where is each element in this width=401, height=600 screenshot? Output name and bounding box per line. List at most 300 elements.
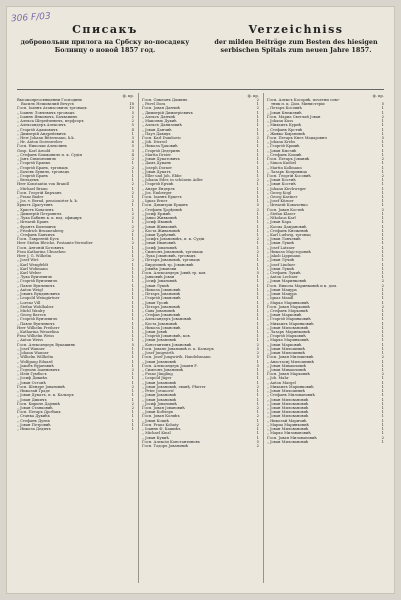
donor-name: Госп. Александеръ Вукашинъ (17, 342, 76, 347)
donor-name: „ Георгій Бранкъ (17, 161, 51, 166)
donation-amount: 1 (381, 203, 384, 208)
donation-amount: 1 (131, 418, 134, 423)
donor-name: „ Јован Данчић (142, 127, 172, 132)
donor-name: Госп. Георгій Бирчанъ (17, 190, 62, 195)
donor-name: „ Herr Johann Bittermann, k.k. (17, 135, 75, 140)
donor-name: „ Никола Јовановић (142, 325, 181, 330)
donor-name: „ Димитрій Димитріевичъ (142, 110, 193, 115)
donation-amount: 1 (256, 338, 259, 343)
donation-amount: 2 (131, 241, 134, 246)
donor-name: „ Georg Kogl (267, 190, 292, 195)
donor-name: „ Алекса Шерейчевичъ, перфсоръ (17, 119, 84, 124)
donation-amount: 1 (131, 186, 134, 191)
donation-amount: 1 (381, 119, 384, 124)
donation-amount: 1 (131, 338, 134, 343)
donor-name: Госп. Јован Јовановић (142, 405, 185, 410)
donor-name: Госп. Алексъ Косорић, почетни сове- (267, 98, 340, 102)
donation-amount: 1 (381, 123, 384, 128)
donor-name: „ Јован Дукатъ, п. к. Кальеръ (17, 393, 74, 398)
donation-amount: 2 (381, 283, 384, 288)
donor-name: „ Јован Лукић (142, 283, 170, 288)
donation-amount: 1 (381, 233, 384, 237)
donor-name: „ Јакобъ Вујановић (17, 363, 54, 368)
title-german-heading: Verzeichniss (248, 23, 344, 36)
donor-name: Госп. Franz Kohaty (142, 422, 179, 427)
donor-name: „ Георгій Јовановић (142, 296, 181, 301)
donation-amount: 1 (256, 182, 259, 187)
donor-name: „ Franz Bader (17, 195, 44, 200)
donor-name: „ Георгій Адамовичъ (17, 127, 58, 132)
donation-amount: 1 (131, 245, 134, 250)
header-rule (17, 89, 384, 90)
donor-name: „ Георгій Јовановић, ков. (142, 334, 191, 339)
donor-name: „ Joh. Diersel (142, 140, 167, 145)
donor-name: „ Марко Миловановић (267, 431, 311, 436)
donor-name: „ Josef Latzner (267, 245, 295, 250)
donor-name: „ Стефанъ Крстић (267, 127, 303, 132)
donation-amount: 1 (256, 397, 259, 402)
donor-name: „ Lorenz Vill (17, 300, 41, 305)
donor-name: Frau Katharina Ubusehen (17, 249, 66, 254)
donor-name: „ Анастасиј Милошевић (267, 359, 314, 364)
donation-amount: 1 (256, 199, 259, 204)
donation-amount: 2 (256, 106, 259, 111)
donor-name: „ Јован Кукић (142, 435, 169, 440)
donor-name: „ Петаръ Јовановић (142, 292, 181, 297)
donation-amount: 1 (131, 334, 134, 339)
donor-name: Госп. Мариа Светлай Јован (267, 114, 321, 119)
donation-amount: 1 (256, 245, 259, 250)
donor-name: Госп. Іоаннъ Ерцегъ (142, 195, 182, 200)
title-serbian (15, 23, 195, 54)
donation-amount: 1 (256, 279, 259, 284)
donation-amount: 4 (131, 127, 134, 132)
donor-name: „ Јован Лукић (267, 241, 295, 246)
donor-name: „ Јован Трсић (142, 300, 169, 305)
donation-amount: 2 (381, 114, 384, 119)
donor-name: „ Живко Кмјановић (267, 131, 306, 136)
donation-amount: 1 (131, 389, 134, 394)
donation-amount: 1 (256, 220, 259, 225)
donor-name: „ Јосиф Дикићъ (17, 376, 48, 381)
donor-name: „ Јован Милошевић (267, 389, 306, 394)
donor-name: „ Алексъ Даниловић (142, 123, 182, 128)
donation-amount: 18 (129, 102, 134, 107)
donation-amount: 1 (256, 140, 259, 145)
donation-amount: 2 (131, 199, 134, 204)
donor-name: Госп. Александеръ Јовић тр. ков. (142, 270, 207, 275)
donation-amount: 1 (256, 211, 259, 216)
donor-name: Госп. Петаръ Кнез Маџарович (267, 135, 327, 140)
donor-name: Госп. Алексіи Константиновъ (142, 439, 200, 444)
donor-name: „ Јован Живковић (142, 224, 177, 229)
donor-name: „ Nikolaus Karl (267, 216, 296, 221)
donor-name: тник п. к. Дом. Министеріи (271, 102, 325, 107)
title-serbian-subtitle: добровольни прилога на Србску во-посадеку Болницу о новой 1857 год. (20, 38, 190, 55)
donor-name: „ Јанковић Јован (142, 275, 175, 280)
donation-amount: 1 (131, 317, 134, 322)
donation-amount: 1 (256, 368, 259, 372)
donor-name: Gosp. Karl Arnold (17, 148, 51, 153)
donor-name: „ Јован Миловановић (267, 439, 309, 444)
donor-name: „ Јован Јовановић (142, 397, 177, 402)
donation-amount: 1 (381, 418, 384, 423)
donation-amount: 1 (131, 296, 134, 301)
donation-amount: 1 (381, 313, 384, 318)
donor-name: „ Георгій Бранъ, трговацъ (17, 165, 68, 170)
donation-amount: 1 (256, 144, 259, 149)
donor-name: „ Јован Петровић (17, 422, 51, 427)
donor-column-3 (263, 93, 384, 583)
donation-amount: 2 (131, 119, 134, 124)
donor-name: Госп. Никола Маринковић и к. дом. (267, 283, 338, 288)
donation-amount: 2 (131, 157, 134, 162)
donor-name: „ Михаилъ Курић (267, 123, 302, 128)
donor-name: „ Јован Кнежевић (267, 110, 302, 115)
donor-name: „ Јован Милошевић (267, 351, 306, 356)
donor-name: Herr Stefan Bleiche, Postamts-Verwalter (17, 241, 93, 246)
donor-name: „ Јован Мацура (267, 287, 297, 292)
donation-amount: 1 (256, 233, 259, 237)
donation-amount: 1 (256, 123, 259, 128)
donor-name: „ Игнатій Коваченко (267, 203, 308, 208)
donor-name: „ Јован Лукић (267, 266, 295, 271)
donor-name: „ Karl Ludwig, трговац (267, 233, 311, 237)
donation-amount: 1 (381, 258, 384, 263)
donation-amount: 2 (256, 237, 259, 242)
donation-amount: 2 (131, 190, 134, 195)
donor-name: „ Бачевъ Бувичъ, трговацъ (17, 169, 70, 174)
donation-amount: 1 (381, 245, 384, 250)
donor-name: Василъ Нешовачий Вечусъ (21, 102, 75, 107)
donor-name: „ Michl Waulry (17, 308, 45, 313)
donation-amount: 1 (256, 254, 259, 259)
donation-amount: 5 (131, 342, 134, 347)
donor-name: „ Лука Бабинъ к. к. вод. официръ (17, 216, 82, 221)
donation-amount: 1 (131, 410, 134, 415)
donation-amount: 2 (256, 249, 259, 254)
donor-name: „ Николай Маричић (267, 418, 307, 423)
donation-amount: 2 (131, 211, 134, 216)
donor-name: „ Јанко Живковић (142, 216, 178, 221)
donor-name: Herr J. G. Wilhelm (17, 254, 52, 259)
donation-amount: 1 (256, 393, 259, 398)
donation-amount: 1 (381, 376, 384, 381)
donor-name: „ Joseph Dorner (142, 165, 173, 170)
donation-amount: 1 (381, 169, 384, 174)
donor-name: „ Димитрій Петровичъ (17, 211, 62, 216)
donor-name: „ Јован Мацура (267, 292, 297, 297)
donor-entry (142, 444, 259, 448)
donor-name: „ Лука Јовановић, трговацъ (142, 254, 196, 259)
donation-amount: 1 (381, 389, 384, 394)
donation-amount: 1 (381, 317, 384, 322)
donation-amount: 1 (256, 380, 259, 385)
donation-amount: 1 (381, 410, 384, 415)
donor-name: „ Петаръ Јовановић (142, 304, 181, 309)
donor-name: „ Јован Миловановић (267, 325, 309, 330)
donation-amount: 1 (256, 283, 259, 288)
donor-name: „ Коста Живановић (142, 228, 181, 233)
donor-name: Госп. Кирилъ Дајевић (17, 401, 60, 406)
donor-name: „ Johann Kuss (267, 119, 294, 124)
donor-name: „ Стефанъ Ђорђевић (142, 207, 183, 212)
donation-amount: 2 (256, 98, 259, 102)
donation-amount: 1 (131, 233, 134, 237)
donation-amount: 1 (381, 262, 384, 267)
donation-amount: 1 (131, 169, 134, 174)
donor-name: „ Josef Wanner (17, 346, 45, 351)
donor-name: „ Anton Margel (267, 380, 296, 385)
donation-amount: 1 (381, 140, 384, 145)
donor-name: „ Стефанъ Миловановић (267, 393, 315, 398)
donation-amount: 2 (131, 384, 134, 389)
donation-amount: 1 (381, 131, 384, 136)
donor-name: „ Michael Braun (17, 186, 48, 191)
donation-amount: 1 (381, 161, 384, 166)
donation-amount: 1 (256, 102, 259, 107)
donor-name: „ Георгій Марковић (267, 334, 306, 339)
donation-amount: 1 (256, 334, 259, 339)
donation-amount: 1 (256, 241, 259, 246)
donation-amount: 1 (131, 380, 134, 385)
donor-name: Госп. Іоаннъ Атанасовичъ трговацъ (17, 106, 87, 111)
donor-name: Frau Wilhelm Weiss (17, 334, 55, 339)
donation-amount: 1 (256, 169, 259, 174)
donation-amount: 1 (256, 152, 259, 157)
donor-name: Высокопреосвященни Господинъ (17, 98, 83, 102)
donation-amount: 1 (381, 346, 384, 351)
donor-name: „ Петаръ Јовановић, трговацъ (142, 258, 201, 263)
donation-amount: 1 (131, 283, 134, 288)
donor-name: „ Ignaz Mandl (267, 296, 294, 301)
donor-name: „ Martin Kollmann (267, 165, 302, 170)
donation-amount: 1 (381, 401, 384, 406)
donation-amount: 2 (381, 304, 384, 309)
donation-amount: 1 (381, 427, 384, 432)
donor-name: Хрватъ Драгутинъ (17, 203, 53, 208)
donation-amount: 1 (131, 346, 134, 351)
donor-name: „ Лука Вуичевичъ (17, 275, 53, 280)
donor-name: „ Мариа Маринковић (267, 422, 309, 427)
donation-amount: 1 (381, 220, 384, 225)
donor-name: „ Josef Jungwirth (142, 351, 174, 356)
donor-name: Госп. Николаи Алексіинъ (17, 144, 68, 149)
donation-amount: 1 (256, 287, 259, 292)
archive-stamp: 306 F/03 (10, 11, 52, 25)
donor-name: „ Николай Граде (17, 389, 50, 394)
donation-amount: 1 (256, 157, 259, 162)
donation-amount: 1 (381, 199, 384, 204)
donor-name: „ Leopold Jüger (142, 376, 172, 381)
donor-name: „ Josef Kürner (267, 199, 294, 204)
donation-amount: 1 (131, 195, 134, 200)
donor-name: „ Katharina Wenzelina (17, 330, 59, 335)
donation-amount: 1 (256, 325, 259, 330)
donation-amount: 1 (256, 190, 259, 195)
donor-columns (17, 93, 384, 583)
donation-amount: 1 (256, 304, 259, 309)
donation-amount: 1 (381, 308, 384, 313)
donation-amount: 1 (131, 262, 134, 267)
donation-amount: 1 (381, 431, 384, 436)
donation-amount: 1 (381, 325, 384, 330)
donor-name: Госп. Симеонъ Даминъ (142, 98, 188, 102)
donation-amount: 1 (131, 376, 134, 381)
donor-name: „ Јанъ Симеоновичъ (17, 157, 57, 162)
donor-name: „ Георгій Дедеринъ (142, 148, 181, 153)
donor-name: „ Jakob Lippmann (267, 254, 301, 259)
donation-amount: 1 (131, 422, 134, 427)
donation-amount: 1 (256, 161, 259, 166)
donor-name: „ Константинъ Јовановић (142, 342, 192, 347)
donor-name: „ Илія Гумбосъ (17, 372, 47, 377)
donor-name: „ Іоаннъ Ф. Кашићъ (142, 427, 181, 432)
donor-name: Госп. Лаврентій Бусъ (17, 237, 60, 242)
donor-name: „ Никола Дедичъ (17, 427, 51, 432)
donor-name: „ Јованъ Вукдиновичъ (17, 292, 60, 297)
donor-name: „ Јован Маринковић (267, 279, 307, 284)
donation-amount: 1 (256, 313, 259, 318)
donation-amount: 1 (256, 165, 259, 170)
donation-amount: 1 (256, 266, 259, 271)
column-header: ф. кр. (122, 93, 134, 98)
donation-amount: 2 (131, 228, 134, 233)
donor-name: Госп. Јован Марковић (267, 304, 310, 309)
donor-name: Госп. Јован Миловановић (267, 435, 317, 440)
donor-name: „ Стефанъ Бавчичъ (17, 233, 55, 237)
donation-amount: 1 (256, 275, 259, 280)
donor-name: „ Georg Kastner (267, 195, 298, 200)
donor-name: „ Никола Јовановић (142, 287, 181, 292)
donation-amount: 1 (131, 427, 134, 432)
donor-name: „ Eller und Joh. Ebbe (142, 173, 182, 178)
donor-name: „ Anton Lechner (267, 275, 298, 280)
donation-amount: 1 (131, 131, 134, 136)
donor-name: Госп. Тодоръ Јовановић (142, 443, 189, 448)
donor-name: „ Христъ Ковачевъ (17, 207, 54, 212)
donor-name: „ Дамъ Дуканъ (142, 161, 172, 166)
donor-name: Госп. Josef Jungwirth, Handelsmann (142, 355, 211, 360)
donor-name: „ Сава Јовановић (142, 308, 176, 313)
donation-amount: 1 (256, 114, 259, 119)
donor-name: „ Александеръ Јовановић (142, 317, 192, 322)
donor-name: „ Іоаннъ Янковичъ, Бачванинъ (17, 114, 78, 119)
donor-name: „ Игнатій Бравъ (17, 220, 49, 225)
donor-name: Госп. Karl Dumbovic (142, 135, 182, 140)
donor-name: „ Стефанъ Марковић (267, 308, 308, 313)
donor-name: „ Лазаръ Маринковић (267, 330, 311, 335)
donor-name: „ Јован Миловановић (267, 410, 309, 415)
donor-name: „ Jos. v. Bernd, pensionirter k. k. (17, 199, 78, 204)
donor-name: „ Георгій Бранъ (17, 173, 49, 178)
donor-name: „ Јован Остоић (17, 380, 46, 385)
donor-name: „ Georg Ватесъ (17, 313, 47, 318)
donation-amount: 1 (381, 422, 384, 427)
donation-amount: 1 (131, 414, 134, 419)
donation-amount: 2 (256, 178, 259, 183)
donor-column-2 (138, 93, 259, 583)
donor-name: „ Вельдемъ (17, 178, 39, 183)
donor-name: „ Јован Костић (267, 178, 296, 183)
donor-name: „ Јован Ловчевић (267, 237, 301, 242)
donation-amount: 1 (256, 258, 259, 263)
donor-name: „ Јосиф Иванић (142, 220, 173, 225)
donation-amount: 2 (381, 207, 384, 212)
donor-name: „ Димитрій Андрейевичъ (17, 131, 67, 136)
donation-amount: 1 (256, 308, 259, 313)
donor-name: Госп. Димитріи Ерцанъ (142, 203, 188, 208)
donor-name: „ Георгій Кршић (267, 144, 300, 149)
donation-amount: 1 (131, 351, 134, 356)
donor-name: „ Јован Миловановић (267, 427, 309, 432)
donor-name: „ Стефанъ Кошић (267, 152, 302, 157)
donor-name: „ Јован Кмезић (267, 148, 297, 153)
document-sheet (6, 6, 395, 594)
donor-name: „ Андре Ендерлъ (142, 186, 175, 191)
donation-amount: 1 (381, 182, 384, 187)
donation-amount: 1 (256, 330, 259, 335)
donation-amount: 2 (256, 135, 259, 140)
donation-amount: 5 (256, 346, 259, 351)
donor-name: „ Петаръ Косовић (267, 106, 302, 111)
donation-amount: 2 (131, 165, 134, 170)
donor-name: „ Јосиф Јовановић (142, 401, 177, 406)
donor-name: Госп. Јован Милошевић (267, 355, 314, 360)
donor-name: „ Јован Миловановић (267, 405, 309, 410)
donor-name: „ Јован Ђорђевић (142, 233, 176, 237)
donation-amount: 1 (131, 321, 134, 326)
donor-name: „ Јован Михаиловић (267, 363, 307, 368)
donor-name: „ Joh. Mahr (267, 376, 289, 381)
donor-name: „ Јован Марковић (267, 342, 302, 347)
donation-amount: 1 (381, 106, 384, 111)
donation-amount: 1 (381, 351, 384, 356)
donation-amount: 1 (381, 165, 384, 170)
donor-name: „ Peter Jovanović (142, 389, 175, 394)
donation-amount: 1 (256, 376, 259, 381)
donor-name: Госп. Јованъ Јовановић п. к. Кальеръ (142, 346, 214, 351)
donation-amount: 1 (381, 384, 384, 389)
donor-name: „ Martin Dreier (142, 152, 172, 157)
donation-amount: 1 (131, 325, 134, 330)
donation-amount: 1 (381, 359, 384, 364)
donor-name: „ Јосифъ Јовановићъ, п. к. Судіи (142, 237, 205, 242)
donation-amount: 1 (131, 173, 134, 178)
donor-name: „ Паул Давидъ (142, 131, 171, 136)
donation-amount: 2 (381, 173, 384, 178)
donation-amount: 1 (381, 439, 384, 444)
donation-amount: 1 (256, 431, 259, 436)
donor-name: „ Косма Дамјановић (267, 224, 307, 229)
donation-amount: 5 (381, 102, 384, 107)
donation-amount: 2 (131, 114, 134, 119)
donor-name: „ Јован Марковић (267, 313, 302, 318)
donor-name: „ Јован Костић (267, 182, 296, 187)
donor-name: „ Бирдзовић тр. Јовановић (142, 262, 194, 267)
donor-name: „ Никола Ђаковић (142, 144, 178, 149)
donor-name: Госп. Шендре Јовановић (17, 384, 65, 389)
donor-name: „ Стефанъ Дунзъ (17, 418, 51, 423)
donation-amount: 1 (131, 220, 134, 225)
donation-amount: 1 (381, 216, 384, 221)
title-german-subtitle: der milden Beiträge zum Besten des hiesigen serbischen Spitals zum neuen Jahre 1857. (214, 38, 378, 55)
donor-name: „ Karl Wolimann (17, 266, 48, 271)
donation-amount: 1 (131, 355, 134, 360)
donor-name: „ Stefan Wohlhaber (17, 304, 54, 309)
donor-name: „ Јован Коцић (142, 418, 169, 423)
donation-amount: 6 (131, 140, 134, 145)
